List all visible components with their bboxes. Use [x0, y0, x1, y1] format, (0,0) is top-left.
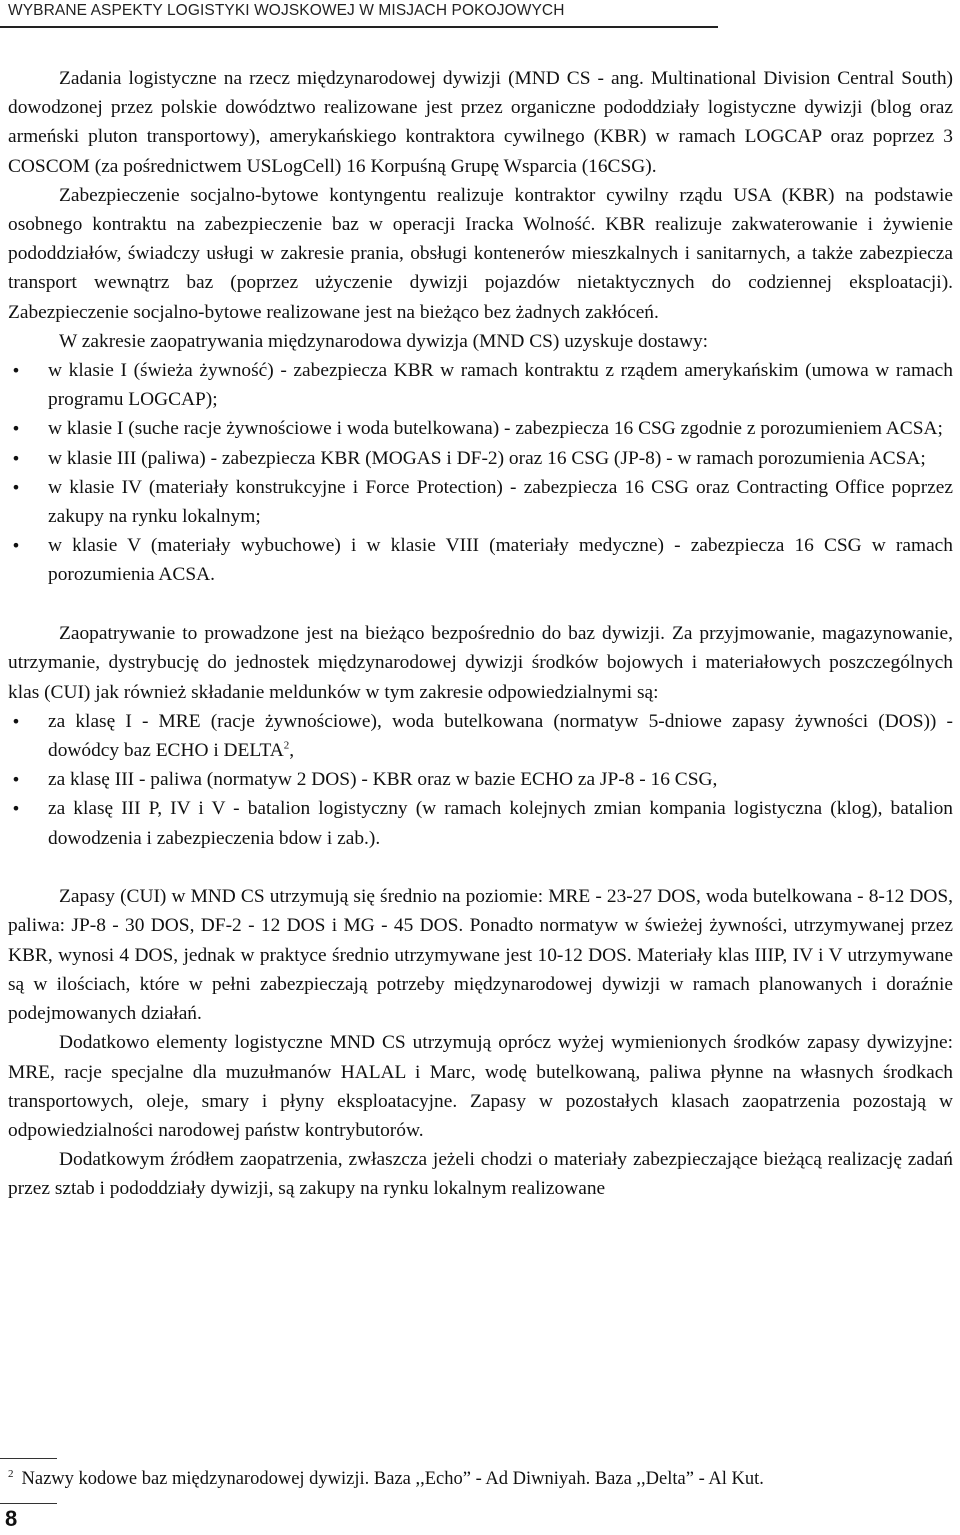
list-item-text: za klasę III P, IV i V - batalion logistyczny (w ramach kolejnych zmian kompania logistyczna (klog), batalion dowodzenia i zabezpieczenia bdow i zab.). [48, 798, 953, 849]
list-item [8, 707, 953, 765]
footnote [8, 1466, 948, 1492]
list-item-text: w klasie V (materiały wybuchowe) i w klasie VIII (materiały medyczne) - zabezpiecza 16 CSG w ramach porozumienia ACSA. [48, 535, 953, 586]
bullet-icon: • [11, 448, 21, 468]
paragraph-7: Dodatkowym źródłem zaopatrzenia, zwłaszcza jeżeli chodzi o materiały zabezpieczające bieżącą realizację zadań przez sztab i pododdziały dywizji, są zakupy na rynku lokalnym realizowane [8, 1149, 953, 1200]
footnote-text: Nazwy kodowe baz międzynarodowej dywizji. Baza ,,Echo” - Ad Diwniyah. Baza ,,Delta” - Al Kut. [21, 1469, 764, 1489]
page-number: 8 [5, 1506, 18, 1531]
list-item [8, 473, 953, 531]
footnote-reference: 2 [283, 739, 290, 752]
paragraph-5: Zapasy (CUI) w MND CS utrzymują się średnio na poziomie: MRE - 23-27 DOS, woda butelkowana - 8-12 DOS, paliwa: JP-8 - 30 DOS, DF-2 - 12 DOS i MG - 45 DOS. Ponadto normatyw w świeżej żywności, utrzymywanej przez KBR, wynosi 4 DOS, jednak w praktyce średnio utrzymywane jest 10-12 DOS. Materiały klas IIIP, IV i V utrzymywane są w ilościach, które w pełni zabezpieczają potrzeby międzynarodowej dywizji w ramach planowanych i doraźnie podejmowanych działań. [8, 886, 953, 1025]
bullet-icon: • [11, 536, 21, 556]
bullet-icon: • [11, 711, 21, 731]
paragraph-2: Zabezpieczenie socjalno-bytowe kontyngentu realizuje kontraktor cywilny rządu USA (KBR) na podstawie osobnego kontraktu na zabezpieczenie baz w operacji Iracka Wolność. KBR realizuje zakwaterowanie i żywienie pododdziałów, świadczy usługi w zakresie prania, obsługi kontenerów mieszkalnych i sanitarnych, a także zabezpiecza transport wewnątrz baz (poprzez użyczenie dywizji pojazdów nietaktycznych do codziennej eksploatacji). Zabezpieczenie socjalno-bytowe realizowane jest na bieżąco bez żadnych zakłóceń. [8, 184, 953, 323]
footnote-number: 2 [8, 1467, 14, 1480]
paragraph-1: Zadania logistyczne na rzecz międzynarodowej dywizji (MND CS - ang. Multinational Division Central South) dowodzonej przez polskie dowództwo realizowane jest przez organiczne pododdziały logistyczne dywizji (blog oraz armeński pluton transportowy), amerykańskiego kontraktora cywilnego (KBR) w ramach LOGCAP oraz poprzez 3 COSCOM (za pośrednictwem USLogCell) 16 Korpuśną Grupę Wsparcia (16CSG). [8, 68, 953, 177]
list-item-text-tail: , [289, 739, 295, 761]
bullet-icon: • [11, 477, 21, 497]
page-body [8, 64, 953, 1204]
bullet-icon: • [11, 361, 21, 381]
list-item [8, 765, 953, 794]
running-header [0, 0, 718, 28]
list-item [8, 356, 953, 414]
list-item-text: w klasie I (suche racje żywnościowe i woda butelkowana) - zabezpiecza 16 CSG zgodnie z porozumieniem ACSA; [48, 418, 943, 440]
list-item [8, 794, 953, 852]
list-item-text: w klasie III (paliwa) - zabezpiecza KBR (MOGAS i DF-2) oraz 16 CSG (JP-8) - w ramach porozumienia ACSA; [48, 447, 926, 469]
list-item-text: za klasę I - MRE (racje żywnościowe), woda butelkowana (normatyw 5-dniowe zapasy żywności (DOS)) - dowódcy baz ECHO i DELTA [48, 710, 953, 761]
page-number-divider [0, 1503, 57, 1504]
footnote-divider [0, 1458, 57, 1459]
running-header-title: WYBRANE ASPEKTY LOGISTYKI WOJSKOWEJ W MISJACH POKOJOWYCH [8, 2, 565, 19]
bullet-icon: • [11, 419, 21, 439]
bullet-icon: • [11, 799, 21, 819]
paragraph-3: W zakresie zaopatrywania międzynarodowa dywizja (MND CS) uzyskuje dostawy: [59, 330, 709, 352]
list-item-text: w klasie IV (materiały konstrukcyjne i Force Protection) - zabezpiecza 16 CSG oraz Contracting Office poprzez zakupy na rynku lokalnym; [48, 476, 953, 528]
paragraph-4: Zaopatrywanie to prowadzone jest na bieżąco bezpośrednio do baz dywizji. Za przyjmowanie, magazynowanie, utrzymanie, dystrybucję do jednostek międzynarodowej dywizji środków bojowych i materiałowych poszczególnych klas (CUI) jak również składanie meldunków w tym zakresie odpowiedzialnymi są: [8, 623, 953, 703]
list-item [8, 531, 953, 589]
bullet-icon: • [11, 770, 21, 790]
paragraph-6: Dodatkowo elementy logistyczne MND CS utrzymują oprócz wyżej wymienionych środków zapasy dywizyjne: MRE, racje specjalne dla muzułmanów HALAL i Marc, wodę butelkowaną, paliwa płynne na własnych środkach transportowych, oleje, smary i płyny eksploatacyjne. Zapasy w pozostałych klasach zaopatrzenia pozostają w odpowiedzialności narodowej państw kontrybutorów. [8, 1032, 953, 1141]
list-item [8, 414, 953, 443]
responsibility-list [8, 707, 953, 853]
supply-classes-list [8, 356, 953, 590]
list-item [8, 444, 953, 473]
list-item-text: w klasie I (świeża żywność) - zabezpiecza KBR w ramach kontraktu z rządem amerykańskim (umowa w ramach programu LOGCAP); [48, 360, 953, 411]
list-item-text: za klasę III - paliwa (normatyw 2 DOS) - KBR oraz w bazie ECHO za JP-8 - 16 CSG, [48, 769, 718, 791]
